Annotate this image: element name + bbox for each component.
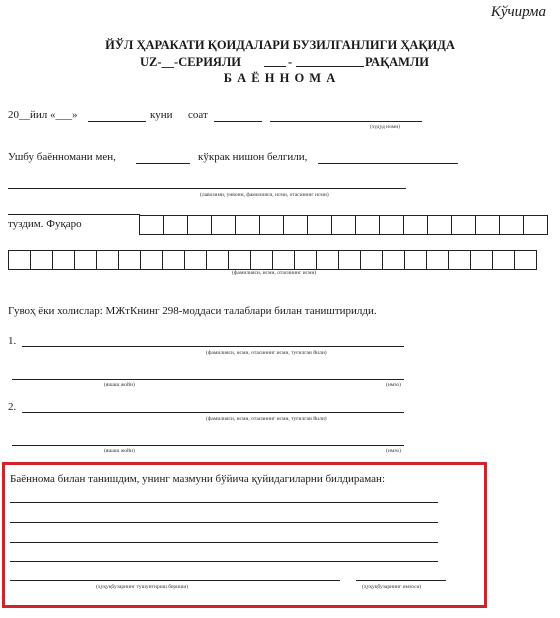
statement-text: Баённома билан танишдим, унинг мазмуни бўйича қуйидагиларни билдираман:: [10, 473, 386, 485]
letter-cell[interactable]: [259, 215, 284, 235]
statement-line-3[interactable]: [10, 542, 438, 543]
letter-cell[interactable]: [187, 215, 212, 235]
witness-1-name-hint: (фамилияси, исми, отасининг исми, туғилган йили): [206, 350, 327, 356]
letter-cell[interactable]: [448, 250, 471, 270]
badge-text: кўкрак нишон белгили,: [198, 151, 308, 163]
officer-field-2[interactable]: [8, 188, 406, 189]
letter-cell[interactable]: [74, 250, 97, 270]
letter-cell[interactable]: [272, 250, 295, 270]
letter-cell[interactable]: [118, 250, 141, 270]
date-year-day: 20__йил «___»: [8, 109, 78, 121]
time-field[interactable]: [214, 121, 262, 122]
witness-2-address-field[interactable]: [12, 445, 404, 446]
letter-cell[interactable]: [331, 215, 356, 235]
officer-text: Ушбу баённомани мен,: [8, 151, 116, 163]
letter-cell[interactable]: [360, 250, 383, 270]
statement-line-2[interactable]: [10, 522, 438, 523]
letter-cell[interactable]: [451, 215, 476, 235]
letter-cell[interactable]: [211, 215, 236, 235]
number-label: РАҚАМЛИ: [365, 55, 429, 69]
letter-cell[interactable]: [283, 215, 308, 235]
letter-cell[interactable]: [382, 250, 405, 270]
officer-field-3[interactable]: [8, 214, 140, 215]
letter-cell[interactable]: [470, 250, 493, 270]
officer-field-1[interactable]: [318, 163, 458, 164]
letter-cell[interactable]: [379, 215, 404, 235]
witness-2-address-hint: (яшаш жойи): [104, 448, 135, 454]
witness-2-name-field[interactable]: [22, 412, 404, 413]
witness-2-name-hint: (фамилияси, исми, отасининг исми, туғилган йили): [206, 416, 327, 422]
citizen-hint: (фамилияси, исми, отасининг исми): [232, 270, 317, 276]
date-day-label: куни: [150, 109, 173, 121]
letter-cell[interactable]: [140, 250, 163, 270]
badge-number-field[interactable]: [136, 163, 190, 164]
letter-cell[interactable]: [30, 250, 53, 270]
place-field[interactable]: [270, 121, 422, 122]
witness-1-name-field[interactable]: [22, 346, 404, 347]
letter-cell[interactable]: [338, 250, 361, 270]
letter-cell[interactable]: [163, 215, 188, 235]
letter-cell[interactable]: [403, 215, 428, 235]
copy-label: Кўчирма: [490, 4, 546, 20]
letter-cell[interactable]: [475, 215, 500, 235]
statement-sign-hint: (ҳуқуқбузарнинг имзоси): [362, 584, 422, 590]
letter-cell[interactable]: [52, 250, 75, 270]
witness-2-sign-hint: (имзо): [386, 448, 401, 454]
letter-cell[interactable]: [8, 250, 31, 270]
letter-cell[interactable]: [184, 250, 207, 270]
officer-hint: (лавозими, унвони, фамилияси, исми, отасининг исми): [200, 192, 329, 198]
time-label: соат: [188, 109, 208, 121]
letter-cell[interactable]: [307, 215, 332, 235]
document-title: Б А Ё Н Н О М А: [223, 71, 337, 85]
letter-cell[interactable]: [235, 215, 260, 235]
witness-2-number: 2.: [8, 401, 17, 413]
citizen-text: туздим. Фуқаро: [8, 218, 82, 230]
letter-cell[interactable]: [404, 250, 427, 270]
letter-cell[interactable]: [523, 215, 548, 235]
letter-cell[interactable]: [206, 250, 229, 270]
citizen-full-name-grid: [8, 250, 537, 270]
letter-cell[interactable]: [499, 215, 524, 235]
letter-cell[interactable]: [228, 250, 251, 270]
number-blank[interactable]: [296, 66, 364, 67]
statement-line-1[interactable]: [10, 502, 438, 503]
letter-cell[interactable]: [250, 250, 273, 270]
witness-1-number: 1.: [8, 335, 17, 347]
letter-cell[interactable]: [514, 250, 537, 270]
letter-cell[interactable]: [355, 215, 380, 235]
letter-cell[interactable]: [426, 250, 449, 270]
citizen-name-grid: [139, 215, 548, 235]
title-line-1: ЙЎЛ ҲАРАКАТИ ҚОИДАЛАРИ БУЗИЛГАНЛИГИ ҲАҚИДА: [105, 38, 455, 52]
witness-intro: Гувоҳ ёки холислар: МЖтКнинг 298-моддаси талаблари билан таништирилди.: [8, 305, 377, 317]
letter-cell[interactable]: [294, 250, 317, 270]
witness-1-sign-hint: (имзо): [386, 382, 401, 388]
letter-cell[interactable]: [492, 250, 515, 270]
statement-signature-field[interactable]: [356, 580, 446, 581]
series-label: UZ-__-СЕРИЯЛИ: [140, 55, 241, 69]
statement-note-hint: (ҳуқуқбузарнинг тушунтириш бериши): [96, 584, 189, 590]
witness-1-address-hint: (яшаш жойи): [104, 382, 135, 388]
place-hint: (худуд номи): [370, 124, 400, 130]
statement-explanation-field[interactable]: [10, 580, 340, 581]
witness-1-address-field[interactable]: [12, 379, 404, 380]
letter-cell[interactable]: [96, 250, 119, 270]
letter-cell[interactable]: [316, 250, 339, 270]
series-dash: -: [288, 55, 293, 69]
letter-cell[interactable]: [162, 250, 185, 270]
statement-line-4[interactable]: [10, 561, 438, 562]
date-month-field[interactable]: [88, 121, 146, 122]
letter-cell[interactable]: [427, 215, 452, 235]
series-blank[interactable]: [264, 66, 286, 67]
letter-cell[interactable]: [139, 215, 164, 235]
